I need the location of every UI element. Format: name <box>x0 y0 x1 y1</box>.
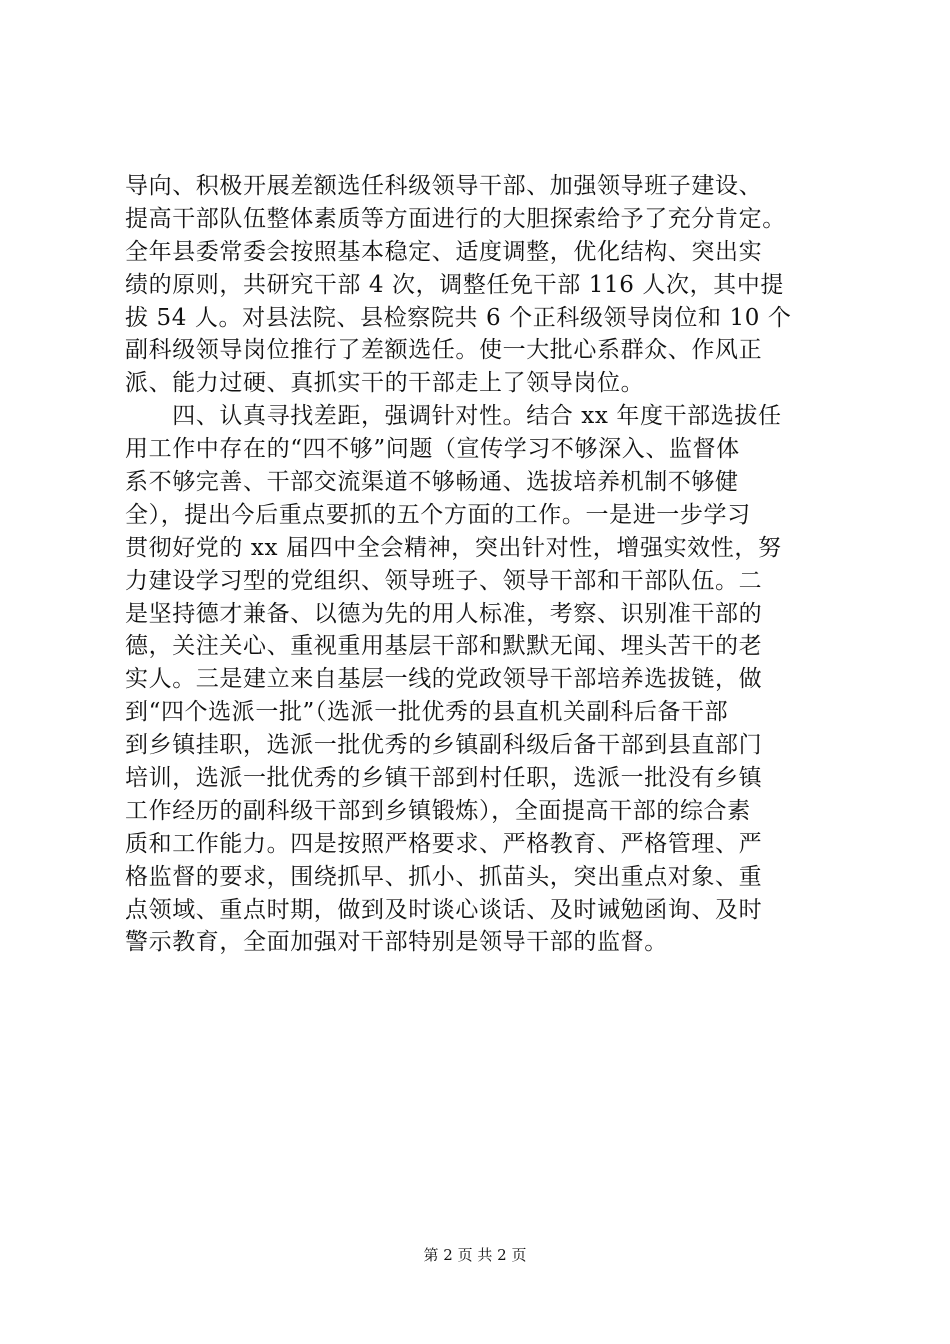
text-line: 培训，选派一批优秀的乡镇干部到村任职，选派一批没有乡镇 <box>125 765 763 792</box>
text-line: 警示教育，全面加强对干部特别是领导干部的监督。 <box>125 929 668 956</box>
text-line: 拔 54 人。对县法院、县检察院共 6 个正科级领导岗位和 10 个 <box>125 304 792 331</box>
page-number: 第 2 页 共 2 页 <box>423 1246 527 1264</box>
text-line: 是坚持德才兼备、以德为先的用人标准，考察、识别准干部的 <box>125 600 763 627</box>
text-line: 提高干部队伍整体素质等方面进行的大胆探索给予了充分肯定。 <box>125 205 786 232</box>
text-line: 导向、积极开展差额选任科级领导干部、加强领导班子建设、 <box>125 173 763 199</box>
text-line: 全），提出今后重点要抓的五个方面的工作。一是进一步学习 <box>125 501 751 528</box>
text-line: 副科级领导岗位推行了差额选任。使一大批心系群众、作风正 <box>125 337 763 364</box>
text-line: 派、能力过硬、真抓实干的干部走上了领导岗位。 <box>125 370 645 397</box>
text-line: 到乡镇挂职，选派一批优秀的乡镇副科级后备干部到县直部门 <box>125 732 763 759</box>
text-line: 实人。三是建立来自基层一线的党政领导干部培养选拔链，做 <box>125 666 763 693</box>
text-line: 全年县委常委会按照基本稳定、适度调整，优化结构、突出实 <box>125 238 763 265</box>
text-line: 绩的原则，共研究干部 4 次，调整任免干部 116 人次，其中提 <box>125 271 784 298</box>
text-line: 德，关注关心、重视重用基层干部和默默无闻、埋头苦干的老 <box>125 633 763 660</box>
text-line: 系不够完善、干部交流渠道不够畅通、选拔培养机制不够健 <box>125 469 739 496</box>
text-line: 用工作中存在的“四不够”问题（宣传学习不够深入、监督体 <box>125 436 740 463</box>
page-footer <box>0 1244 950 1265</box>
text-line: 到“四个选派一批”（选派一批优秀的县直机关副科后备干部 <box>125 699 729 726</box>
text-line: 四、认真寻找差距，强调针对性。结合 xx 年度干部选拔任 <box>125 403 782 430</box>
text-line: 点领域、重点时期，做到及时谈心谈话、及时诫勉函询、及时 <box>125 896 763 923</box>
text-line: 质和工作能力。四是按照严格要求、严格教育、严格管理、严 <box>125 830 763 857</box>
text-line: 力建设学习型的党组织、领导班子、领导干部和干部队伍。二 <box>125 567 763 594</box>
text-line: 贯彻好党的 xx 届四中全会精神，突出针对性，增强实效性，努 <box>125 534 782 561</box>
text-line: 工作经历的副科级干部到乡镇锻炼），全面提高干部的综合素 <box>125 797 751 824</box>
body-text <box>125 170 840 959</box>
text-line: 格监督的要求，围绕抓早、抓小、抓苗头，突出重点对象、重 <box>125 863 763 890</box>
